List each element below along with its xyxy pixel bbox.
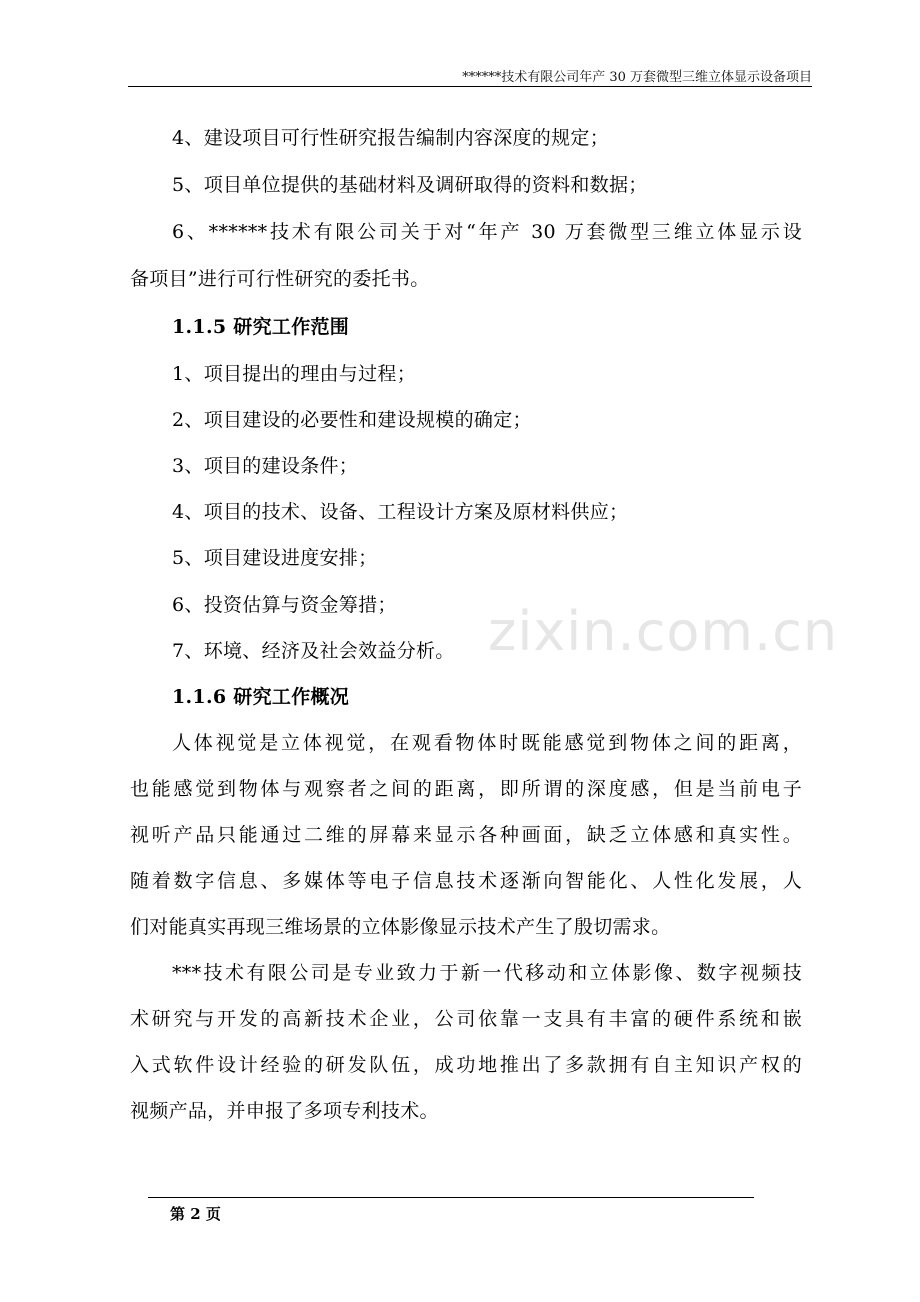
paragraph-2-line-3: 入式软件设计经验的研发队伍，成功地推出了多款拥有自主知识产权的: [130, 1054, 802, 1076]
running-header: ******技术有限公司年产 30 万套微型三维立体显示设备项目: [462, 70, 812, 85]
scope-item-7: 7、环境、经济及社会效益分析。: [172, 640, 455, 662]
paragraph-1-line-5: 们对能真实再现三维场景的立体影像显示技术产生了殷切需求。: [130, 916, 671, 938]
paragraph-1-line-3: 视听产品只能通过二维的屏幕来显示各种画面，缺乏立体感和真实性。: [130, 824, 802, 846]
scope-item-2: 2、项目建设的必要性和建设规模的确定；: [172, 409, 532, 431]
paragraph-1-line-4: 随着数字信息、多媒体等电子信息技术逐渐向智能化、人性化发展，人: [130, 870, 802, 892]
paragraph-1-line-1: 人体视觉是立体视觉，在观看物体时既能感觉到物体之间的距离，: [172, 732, 802, 754]
scope-item-5: 5、项目建设进度安排；: [172, 547, 378, 569]
paragraph-2-line-4: 视频产品，并申报了多项专利技术。: [130, 1100, 439, 1122]
section-heading-1-1-5: 1.1.5 研究工作范围: [172, 316, 350, 338]
watermark: zixin.com.cn: [488, 600, 839, 663]
basis-item-4: 4、建设项目可行性研究报告编制内容深度的规定；: [172, 127, 609, 149]
paragraph-2-line-2: 术研究与开发的高新技术企业，公司依靠一支具有丰富的硬件系统和嵌: [130, 1008, 802, 1030]
footer-rule: [148, 1197, 754, 1198]
scope-item-3: 3、项目的建设条件；: [172, 455, 359, 477]
section-heading-1-1-6: 1.1.6 研究工作概况: [172, 686, 350, 708]
scope-item-6: 6、投资估算与资金筹措；: [172, 594, 397, 616]
page-number: 第 2 页: [170, 1205, 221, 1223]
paragraph-1-line-2: 也能感觉到物体与观察者之间的距离，即所谓的深度感，但是当前电子: [130, 778, 802, 800]
basis-item-5: 5、项目单位提供的基础材料及调研取得的资料和数据；: [172, 174, 648, 196]
scope-item-4: 4、项目的技术、设备、工程设计方案及原材料供应；: [172, 501, 629, 523]
scope-item-1: 1、项目提出的理由与过程；: [172, 363, 416, 385]
basis-item-6-line-1: 6、******技术有限公司关于对“年产 30 万套微型三维立体显示设: [172, 221, 802, 243]
header-rule: [128, 86, 812, 87]
paragraph-2-line-1: ***技术有限公司是专业致力于新一代移动和立体影像、数字视频技: [172, 962, 802, 984]
basis-item-6-line-2: 备项目”进行可行性研究的委托书。: [130, 268, 430, 290]
